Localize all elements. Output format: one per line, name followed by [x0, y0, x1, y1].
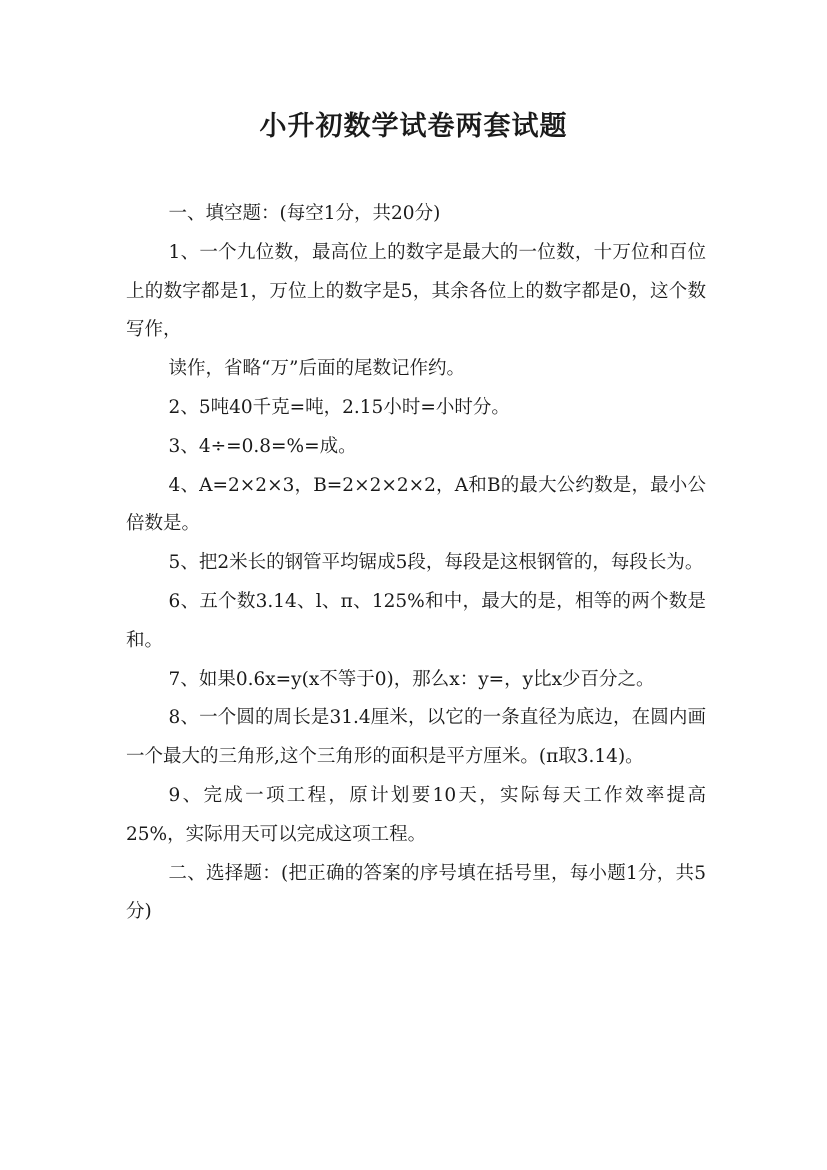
question-7: 7、如果0.6x=y(x不等于0)，那么x：y=，y比x少百分之。	[168, 668, 655, 690]
question-2: 2、5吨40千克=吨，2.15小时=小时分。	[168, 396, 510, 418]
question-6: 6、五个数3.14、l、π、125%和中，最大的是，相等的两个数是和。	[126, 590, 706, 651]
question-9: 9、完成一项工程，原计划要10天，实际每天工作效率提高25%，实际用天可以完成这项工程。	[126, 784, 706, 845]
question-1: 1、一个九位数，最高位上的数字是最大的一位数，十万位和百位上的数字都是1，万位上的数字是5，其余各位上的数字都是0，这个数写作，	[126, 241, 706, 341]
section-heading-fill-in: 一、填空题：(每空1分，共20分)	[168, 203, 441, 224]
question-4: 4、A=2×2×3，B=2×2×2×2，A和B的最大公约数是，最小公倍数是。	[126, 474, 706, 535]
question-8: 8、一个圆的周长是31.4厘米，以它的一条直径为底边，在圆内画一个最大的三角形,这个三角形的面积是平方厘米。(π取3.14)。	[126, 707, 706, 768]
section-heading-multiple-choice: 二、选择题：(把正确的答案的序号填在括号里，每小题1分，共5分)	[126, 862, 706, 923]
document-title: 小升初数学试卷两套试题	[259, 111, 568, 142]
question-3: 3、4÷=0.8=%=成。	[168, 435, 357, 457]
question-1-continued: 读作，省略“万”后面的尾数记作约。	[168, 358, 465, 380]
document-body	[126, 195, 706, 932]
question-5: 5、把2米长的钢管平均锯成5段，每段是这根钢管的，每段长为。	[168, 552, 704, 574]
